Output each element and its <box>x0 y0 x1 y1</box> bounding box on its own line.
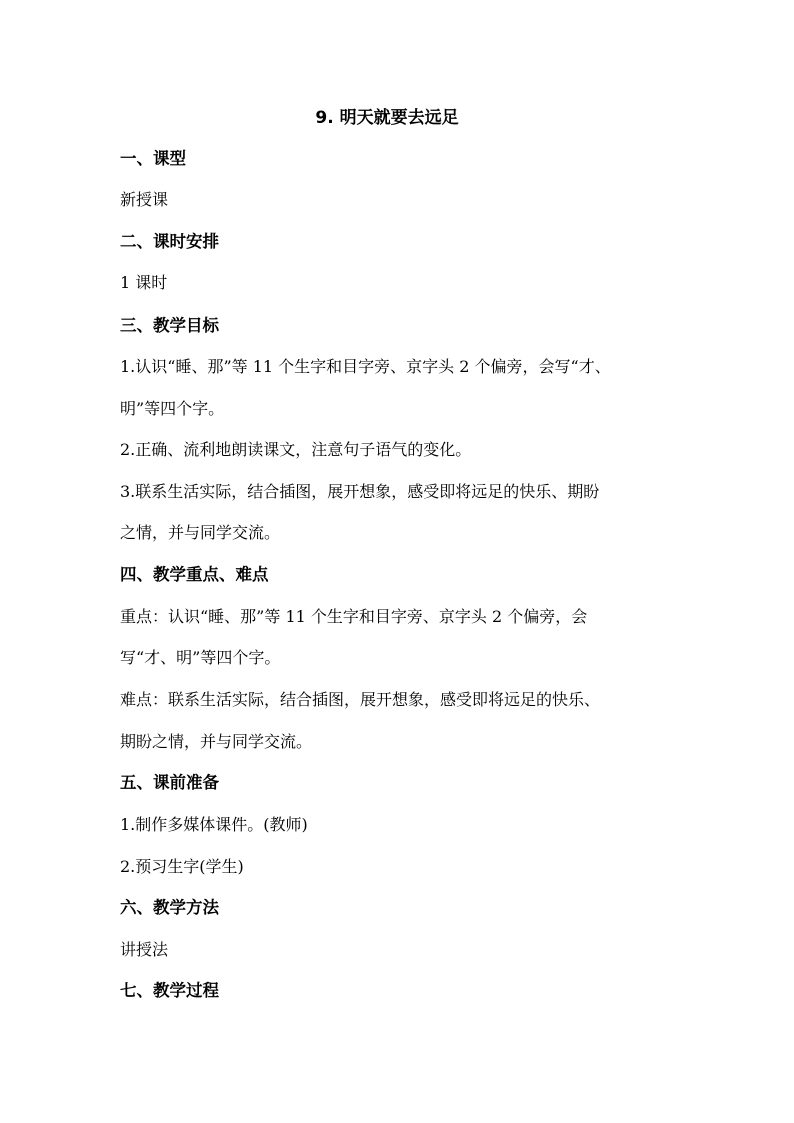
section-heading-schedule: 二、课时安排 <box>120 232 219 251</box>
section-heading-preparation: 五、课前准备 <box>120 773 219 792</box>
lesson-title: 9. 明天就要去远足 <box>315 108 459 128</box>
section-text-line: 2.正确、流利地朗读课文，注意句子语气的变化。 <box>120 440 472 459</box>
section-text-line: 写“才、明”等四个字。 <box>120 648 281 667</box>
section-text-line: 1.认识“睡、那”等 11 个生字和目字旁、京字头 2 个偏旁，会写“才、 <box>120 357 611 376</box>
section-text-line: 3.联系生活实际，结合插图，展开想象，感受即将远足的快乐、期盼 <box>120 482 600 501</box>
section-text-line: 期盼之情，并与同学交流。 <box>120 732 313 751</box>
section-text-line: 2.预习生字(学生) <box>120 857 244 876</box>
section-text-line: 讲授法 <box>120 940 169 959</box>
section-text-line: 1.制作多媒体课件。(教师) <box>120 815 308 834</box>
section-heading-methods: 六、教学方法 <box>120 898 219 917</box>
section-text-line: 重点：认识“睡、那”等 11 个生字和目字旁、京字头 2 个偏旁，会 <box>120 607 588 626</box>
section-text-line: 之情，并与同学交流。 <box>120 523 281 542</box>
section-heading-objectives: 三、教学目标 <box>120 316 219 335</box>
section-heading-process: 七、教学过程 <box>120 981 219 1000</box>
section-heading-key-points: 四、教学重点、难点 <box>120 565 269 584</box>
section-text-line: 难点：联系生活实际，结合插图，展开想象，感受即将远足的快乐、 <box>120 690 601 709</box>
section-text-line: 1 课时 <box>120 273 168 292</box>
section-text-line: 明”等四个字。 <box>120 399 225 418</box>
section-text-line: 新授课 <box>120 190 169 209</box>
section-heading-lesson-type: 一、课型 <box>120 149 186 168</box>
